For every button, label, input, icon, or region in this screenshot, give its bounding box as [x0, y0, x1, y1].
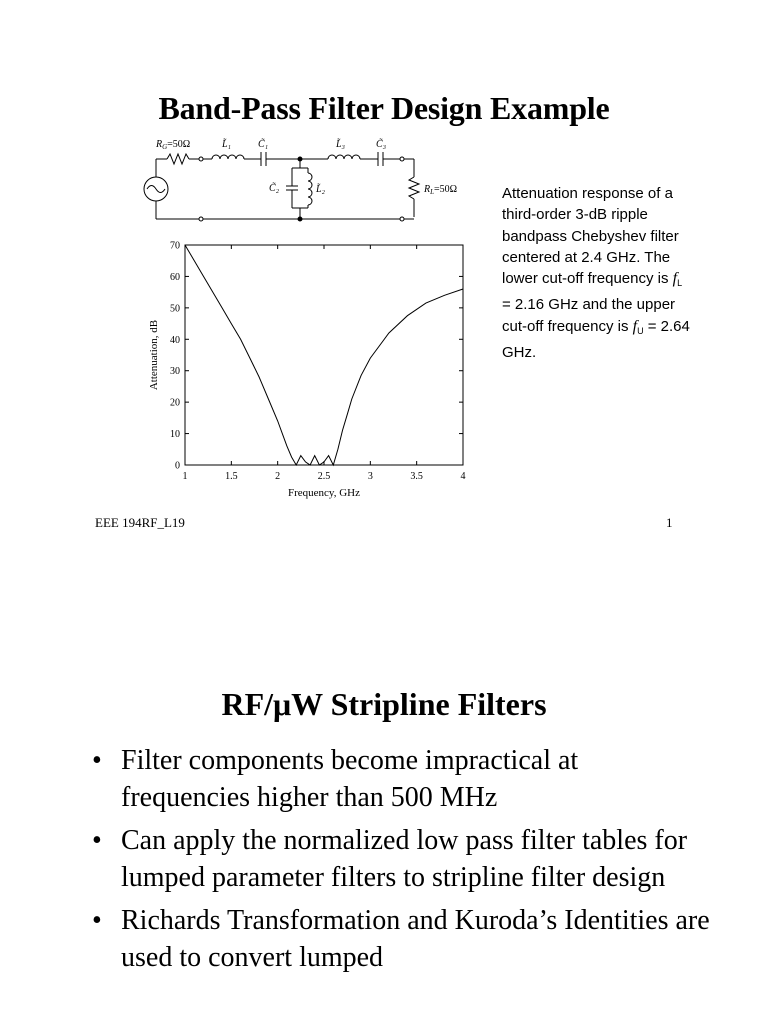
l3-label: L̃₃ — [336, 139, 346, 150]
y-tick-label: 10 — [170, 429, 180, 441]
slide-title: Band-Pass Filter Design Example — [158, 90, 610, 126]
l3-inductor-icon — [328, 155, 360, 159]
page-number: 1 — [666, 515, 673, 530]
bullet-text: Richards Transformation and Kuroda’s Identities are used to convert lumped — [121, 905, 710, 973]
l1-label: L̃₁ — [222, 139, 232, 150]
fu-symbol: f — [632, 317, 638, 335]
caption-text-3: = 2.64 GHz. — [502, 317, 690, 362]
y-tick-label: 20 — [170, 397, 180, 409]
bullet-list — [92, 743, 712, 983]
y-tick-label: 30 — [170, 366, 180, 378]
bullet-item — [92, 743, 712, 816]
x-tick-label: 2 — [275, 471, 281, 482]
course-code: EEE 194RF_L19 — [95, 515, 185, 530]
caption-text-1: Attenuation response of a third-order 3-dB ripple bandpass Chebyshev filter centered at 2.4 GHz. The lower cut-off frequency is — [502, 185, 679, 288]
bullet-item — [92, 823, 712, 896]
bullet-icon: • — [92, 745, 102, 776]
caption-text-2: = 2.16 GHz and the upper cut-off frequency is — [502, 296, 676, 335]
rg-resistor-icon — [167, 154, 189, 164]
l1-inductor-icon — [212, 155, 244, 159]
circuit-diagram — [130, 132, 490, 227]
rg-label: $R_G=50\Omega$ — [156, 139, 191, 151]
c3-label: C̃₃ — [376, 139, 387, 150]
x-tick-label: 3.5 — [410, 471, 423, 482]
l2-label: L̃₂ — [316, 184, 326, 195]
c2-label: C̃₂ — [269, 183, 280, 194]
fl-subscript: L — [677, 278, 683, 289]
y-tick-label: 50 — [170, 303, 180, 315]
x-tick-label: 4 — [460, 471, 466, 482]
y-tick-label: 60 — [170, 271, 180, 283]
figure-caption — [502, 183, 692, 363]
rl-label: $R_L=50\Omega$ — [424, 184, 458, 196]
c1-label: C̃₁ — [258, 139, 269, 150]
bullet-text: Can apply the normalized low pass filter tables for lumped parameter filters to stripline filter design — [121, 825, 688, 893]
bullet-text: Filter components become impractical at frequencies higher than 500 MHz — [121, 745, 579, 813]
bullet-icon: • — [92, 905, 102, 936]
x-axis-label: Frequency, GHz — [288, 487, 360, 499]
fu-subscript: U — [637, 325, 644, 336]
y-tick-label: 70 — [170, 240, 180, 252]
l2-inductor-icon — [308, 173, 312, 205]
y-tick-label: 0 — [175, 460, 180, 472]
attenuation-chart — [140, 236, 480, 504]
y-axis-label: Attenuation, dB — [148, 319, 160, 391]
x-tick-label: 1 — [182, 471, 188, 482]
slide-title-2: RF/μW Stripline Filters — [221, 686, 547, 722]
attenuation-curve — [185, 245, 463, 465]
plot-frame — [185, 245, 463, 465]
rl-resistor-icon — [409, 177, 419, 199]
fl-symbol: f — [672, 270, 678, 288]
bullet-item — [92, 903, 712, 976]
x-tick-label: 1.5 — [225, 471, 238, 482]
x-tick-label: 2.5 — [317, 471, 331, 482]
bullet-icon: • — [92, 825, 102, 856]
y-tick-label: 40 — [170, 334, 180, 346]
x-tick-label: 3 — [367, 471, 373, 482]
